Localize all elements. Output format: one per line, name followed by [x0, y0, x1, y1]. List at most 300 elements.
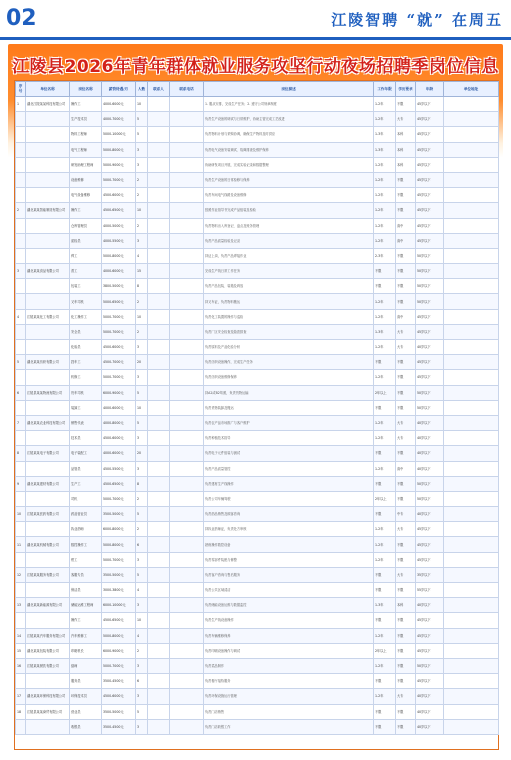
table-cell: 50岁以下: [416, 248, 444, 263]
table-cell: 技术员: [70, 431, 102, 446]
table-cell: 负责产品包装、装箱及码放: [204, 279, 374, 294]
table-cell: [26, 613, 70, 628]
table-cell: [170, 279, 204, 294]
table-cell: 1-2年: [374, 537, 396, 552]
table-cell: 55岁以下: [416, 583, 444, 598]
table-cell: [148, 112, 170, 127]
table-cell: 负责电子元件组装与测试: [204, 446, 374, 461]
table-cell: 1-2年: [374, 157, 396, 172]
column-header: 薪资待遇/月: [102, 82, 136, 97]
table-cell: [170, 476, 204, 491]
table-cell: 1-2年: [374, 689, 396, 704]
table-cell: 10: [136, 203, 148, 218]
table-row: [16, 552, 499, 567]
table-cell: 不限: [396, 613, 416, 628]
table-cell: 大专: [396, 340, 416, 355]
table-cell: [170, 415, 204, 430]
table-cell: 不限: [396, 476, 416, 491]
table-cell: 环保技术员: [70, 689, 102, 704]
table-cell: 湖北某某食品有限公司: [26, 264, 70, 279]
table-cell: [148, 218, 170, 233]
table-cell: 销售代表: [70, 415, 102, 430]
table-row: [16, 537, 499, 552]
table-cell: 负责药品销售及顾客咨询: [204, 507, 374, 522]
table-cell: 负责车辆维修保养: [204, 628, 374, 643]
table-cell: 1-2年: [374, 522, 396, 537]
table-cell: 持证上岗，负责产品焊接作业: [204, 248, 374, 263]
table-cell: 负责门店收银工作: [204, 719, 374, 734]
table-cell: 研发助理工程师: [70, 157, 102, 172]
table-cell: 负责公共区域清洁: [204, 583, 374, 598]
table-cell: [444, 324, 499, 339]
job-table-container: [14, 80, 499, 750]
column-header: 人数: [136, 82, 148, 97]
table-row: [16, 583, 499, 598]
table-cell: 不限: [396, 552, 416, 567]
table-cell: 45岁以下: [416, 203, 444, 218]
table-cell: 负责印刷设备操作与调试: [204, 643, 374, 658]
table-cell: 数控操作工: [70, 537, 102, 552]
table-cell: [148, 598, 170, 613]
table-cell: [170, 248, 204, 263]
table-cell: 湖北某某机械有限公司: [26, 537, 70, 552]
table-cell: 4: [136, 583, 148, 598]
column-header: 学历要求: [396, 82, 416, 97]
table-cell: 40岁以下: [416, 415, 444, 430]
table-cell: 3800-5000元: [102, 279, 136, 294]
table-cell: [16, 674, 26, 689]
table-cell: 5000-7000元: [102, 491, 136, 506]
table-cell: 5000-8000元: [102, 248, 136, 263]
table-cell: [148, 537, 170, 552]
table-cell: [148, 127, 170, 142]
table-cell: [26, 370, 70, 385]
table-cell: 2: [16, 203, 26, 218]
table-cell: [444, 340, 499, 355]
table-cell: [148, 248, 170, 263]
table-cell: 4500-6500元: [102, 613, 136, 628]
table-cell: 40岁以下: [416, 598, 444, 613]
table-cell: 湖北某某新能源有限公司: [26, 598, 70, 613]
table-cell: 1: [16, 97, 26, 112]
table-cell: 客服专员: [70, 567, 102, 582]
table-cell: 高中: [396, 309, 416, 324]
table-cell: 电气设备维修: [70, 188, 102, 203]
table-row: [16, 127, 499, 142]
table-cell: 45岁以下: [416, 172, 444, 187]
table-cell: 不限: [396, 370, 416, 385]
table-cell: 不限: [396, 537, 416, 552]
table-row: [16, 248, 499, 263]
table-cell: 18: [16, 704, 26, 719]
table-cell: 不限: [374, 719, 396, 734]
table-cell: [170, 674, 204, 689]
table-row: [16, 476, 499, 491]
table-cell: 50岁以下: [416, 491, 444, 506]
table-cell: [170, 172, 204, 187]
table-cell: 大专: [396, 689, 416, 704]
table-cell: [170, 340, 204, 355]
table-cell: 45岁以下: [416, 97, 444, 112]
table-row: [16, 400, 499, 415]
table-cell: 不限: [374, 476, 396, 491]
column-header: 单位名称: [26, 82, 70, 97]
table-cell: 45岁以下: [416, 324, 444, 339]
table-cell: 操作工: [70, 203, 102, 218]
table-cell: 负责农产品市场推广与客户维护: [204, 415, 374, 430]
table-cell: [444, 461, 499, 476]
table-cell: 协助研发项目开展，完成实验记录和数据整理: [204, 157, 374, 172]
page-footer: [0, 752, 511, 760]
table-cell: 印刷机长: [70, 643, 102, 658]
table-cell: 1-2年: [374, 294, 396, 309]
table-cell: 负责货物装卸及搬运: [204, 400, 374, 415]
table-cell: [444, 507, 499, 522]
table-cell: 14: [16, 628, 26, 643]
table-cell: [148, 446, 170, 461]
table-cell: [26, 583, 70, 598]
table-cell: 5000-7000元: [102, 552, 136, 567]
page-header: [0, 0, 511, 40]
table-cell: 不限: [374, 674, 396, 689]
table-row: [16, 431, 499, 446]
table-cell: 10: [136, 613, 148, 628]
table-cell: [16, 142, 26, 157]
table-cell: [148, 370, 170, 385]
table-cell: 45岁以下: [416, 674, 444, 689]
table-cell: [16, 112, 26, 127]
table-row: [16, 142, 499, 157]
table-cell: [170, 370, 204, 385]
table-cell: 45岁以下: [416, 309, 444, 324]
table-cell: 4500-6000元: [102, 689, 136, 704]
table-cell: [26, 719, 70, 734]
table-cell: 15: [136, 264, 148, 279]
column-header: 岗位描述: [204, 82, 374, 97]
table-cell: [16, 583, 26, 598]
table-cell: 叉车司机: [70, 294, 102, 309]
table-row: [16, 233, 499, 248]
table-body: [16, 97, 499, 735]
table-cell: [148, 552, 170, 567]
table-cell: [26, 157, 70, 172]
table-cell: [148, 97, 170, 112]
table-cell: 江陵某某化工有限公司: [26, 309, 70, 324]
table-cell: [26, 248, 70, 263]
table-cell: 大专: [396, 415, 416, 430]
table-cell: [444, 370, 499, 385]
table-row: [16, 385, 499, 400]
table-cell: 4000-5500元: [102, 233, 136, 248]
table-cell: [170, 446, 204, 461]
table-cell: 本科: [396, 127, 416, 142]
page-number: 02: [6, 6, 37, 31]
table-cell: 40岁以下: [416, 340, 444, 355]
table-cell: 4: [16, 309, 26, 324]
table-cell: [170, 522, 204, 537]
table-cell: [148, 658, 170, 673]
table-cell: 熟练操作数控设备: [204, 537, 374, 552]
table-cell: 5: [136, 567, 148, 582]
table-cell: 2: [136, 522, 148, 537]
table-cell: 5: [136, 112, 148, 127]
table-cell: 湖北某某包装有限公司: [26, 643, 70, 658]
table-cell: [170, 142, 204, 157]
table-cell: 3: [16, 264, 26, 279]
table-cell: [26, 233, 70, 248]
table-cell: 10: [16, 507, 26, 522]
table-row: [16, 522, 499, 537]
table-cell: 5000-10000元: [102, 127, 136, 142]
table-cell: 1-2年: [374, 218, 396, 233]
table-cell: [16, 188, 26, 203]
table-cell: 负责厂区安全检查及隐患排查: [204, 324, 374, 339]
table-row: [16, 324, 499, 339]
table-cell: [170, 127, 204, 142]
table-cell: [148, 491, 170, 506]
table-cell: [170, 719, 204, 734]
table-cell: [16, 248, 26, 263]
table-cell: 6: [136, 537, 148, 552]
table-cell: 40岁以下: [416, 461, 444, 476]
table-cell: 1-2年: [374, 461, 396, 476]
table-cell: [16, 324, 26, 339]
table-cell: 负责物料出入库登记、盘点及账务管理: [204, 218, 374, 233]
table-cell: 15: [16, 643, 26, 658]
table-cell: [444, 567, 499, 582]
table-cell: [170, 583, 204, 598]
table-cell: [26, 400, 70, 415]
table-cell: 本科: [396, 142, 416, 157]
table-cell: 5000-8000元: [102, 628, 136, 643]
table-cell: [148, 294, 170, 309]
table-cell: [170, 188, 204, 203]
table-cell: [170, 294, 204, 309]
table-cell: 3500-5000元: [102, 567, 136, 582]
table-cell: 17: [16, 689, 26, 704]
table-row: [16, 674, 499, 689]
table-row: [16, 598, 499, 613]
table-cell: [444, 218, 499, 233]
table-row: [16, 704, 499, 719]
table-cell: 湖北某某纺织有限公司: [26, 355, 70, 370]
table-cell: [170, 461, 204, 476]
table-cell: 负责产品质量管控: [204, 461, 374, 476]
table-cell: 4000-6000元: [102, 446, 136, 461]
table-cell: [148, 461, 170, 476]
table-cell: 40岁以下: [416, 719, 444, 734]
table-cell: 5000-7000元: [102, 370, 136, 385]
table-cell: 不限: [396, 188, 416, 203]
table-cell: 35岁以下: [416, 567, 444, 582]
table-cell: 不限: [396, 658, 416, 673]
table-row: [16, 294, 499, 309]
table-cell: [170, 203, 204, 218]
table-cell: [16, 233, 26, 248]
table-cell: [148, 400, 170, 415]
table-cell: 4500-6000元: [102, 340, 136, 355]
table-cell: 5000-7000元: [102, 309, 136, 324]
table-cell: 江陵县某某物流有限公司: [26, 385, 70, 400]
table-cell: 焊工: [70, 248, 102, 263]
table-cell: 负责生产设备的日常检修与保养: [204, 172, 374, 187]
table-cell: [148, 415, 170, 430]
table-row: [16, 279, 499, 294]
table-cell: 1-2年: [374, 370, 396, 385]
table-cell: 1-2年: [374, 309, 396, 324]
table-cell: [170, 112, 204, 127]
table-cell: 不限: [396, 248, 416, 263]
table-cell: [444, 431, 499, 446]
table-cell: 1-2年: [374, 658, 396, 673]
table-cell: [444, 674, 499, 689]
table-cell: 保洁员: [70, 583, 102, 598]
table-cell: 普工: [70, 264, 102, 279]
table-cell: 负责零部件装配与修整: [204, 552, 374, 567]
table-cell: 3: [136, 552, 148, 567]
table-row: [16, 613, 499, 628]
table-cell: [148, 583, 170, 598]
table-cell: 40岁以下: [416, 704, 444, 719]
table-cell: 3: [136, 719, 148, 734]
table-cell: 20: [136, 446, 148, 461]
table-cell: 12: [16, 567, 26, 582]
table-cell: [444, 415, 499, 430]
table-cell: [170, 628, 204, 643]
table-row: [16, 203, 499, 218]
table-cell: 6: [16, 385, 26, 400]
table-cell: 5000-8000元: [102, 142, 136, 157]
table-cell: [148, 507, 170, 522]
table-cell: 操作工: [70, 613, 102, 628]
table-cell: [148, 157, 170, 172]
table-cell: [444, 248, 499, 263]
table-row: [16, 719, 499, 734]
table-cell: 不限: [374, 613, 396, 628]
table-cell: 2: [136, 172, 148, 187]
table-row: [16, 643, 499, 658]
table-cell: [148, 628, 170, 643]
table-cell: 安全员: [70, 324, 102, 339]
table-cell: 本科: [396, 598, 416, 613]
table-cell: 10: [136, 309, 148, 324]
table-cell: 装卸工: [70, 400, 102, 415]
table-cell: 湖北某某智能制造有限公司: [26, 203, 70, 218]
table-cell: 不限: [396, 294, 416, 309]
table-cell: 不限: [396, 491, 416, 506]
table-cell: 50岁以下: [416, 385, 444, 400]
table-cell: 45岁以下: [416, 142, 444, 157]
table-cell: 负责产品质量检验及记录: [204, 233, 374, 248]
table-cell: [444, 97, 499, 112]
table-cell: 1-3年: [374, 127, 396, 142]
table-cell: 16: [16, 658, 26, 673]
table-cell: [170, 507, 204, 522]
table-cell: 持执业药师证，负责处方审核: [204, 522, 374, 537]
table-cell: [26, 461, 70, 476]
table-cell: [16, 491, 26, 506]
table-cell: 40岁以下: [416, 507, 444, 522]
table-cell: [444, 294, 499, 309]
table-cell: 5000-9000元: [102, 157, 136, 172]
table-cell: 5: [136, 385, 148, 400]
table-cell: 负责物料计划与采购协调，确保生产物料及时供应: [204, 127, 374, 142]
table-cell: [16, 127, 26, 142]
table-cell: 持A2或B2驾照，负责货物运输: [204, 385, 374, 400]
table-cell: [170, 537, 204, 552]
table-cell: 4500-7000元: [102, 355, 136, 370]
table-cell: [16, 431, 26, 446]
table-cell: [170, 218, 204, 233]
table-cell: 大专: [396, 522, 416, 537]
table-cell: [170, 567, 204, 582]
table-cell: 10: [136, 97, 148, 112]
job-poster: [8, 44, 503, 752]
column-header: 工作年限: [374, 82, 396, 97]
table-cell: [16, 522, 26, 537]
table-cell: 按照作业指导书完成产品组装及检验: [204, 203, 374, 218]
table-cell: 化验员: [70, 340, 102, 355]
table-row: [16, 689, 499, 704]
table-cell: [444, 476, 499, 491]
table-cell: 生产技术员: [70, 112, 102, 127]
table-cell: 1-2年: [374, 628, 396, 643]
table-cell: [444, 355, 499, 370]
table-cell: 2: [136, 294, 148, 309]
table-cell: 2: [136, 188, 148, 203]
table-cell: [170, 264, 204, 279]
table-cell: [170, 643, 204, 658]
table-cell: [148, 233, 170, 248]
table-cell: [148, 522, 170, 537]
table-cell: 40岁以下: [416, 446, 444, 461]
table-cell: [170, 658, 204, 673]
table-cell: 1-3年: [374, 324, 396, 339]
table-row: [16, 507, 499, 522]
table-cell: [444, 628, 499, 643]
table-cell: 13: [16, 598, 26, 613]
table-cell: 负责种植技术指导: [204, 431, 374, 446]
table-cell: 不限: [396, 674, 416, 689]
table-cell: 1-2年: [374, 431, 396, 446]
table-cell: 3500-4500元: [102, 674, 136, 689]
table-cell: 3500-5000元: [102, 507, 136, 522]
table-row: [16, 461, 499, 476]
table-cell: 负责原料及产品化验分析: [204, 340, 374, 355]
table-cell: 不限: [374, 567, 396, 582]
table-cell: 45岁以下: [416, 537, 444, 552]
table-cell: 湖北江陵某某科技有限公司: [26, 97, 70, 112]
table-cell: 4000-6000元: [102, 400, 136, 415]
table-cell: [148, 613, 170, 628]
table-cell: [16, 340, 26, 355]
table-cell: [148, 340, 170, 355]
table-cell: 4: [136, 248, 148, 263]
table-row: [16, 567, 499, 582]
table-row: [16, 97, 499, 112]
newspaper-headline: 江陵智聘 “就” 在周五: [331, 11, 503, 29]
table-cell: 不限: [396, 643, 416, 658]
table-cell: 不限: [374, 264, 396, 279]
table-cell: 45岁以下: [416, 613, 444, 628]
table-cell: 45岁以下: [416, 188, 444, 203]
table-cell: [16, 279, 26, 294]
table-cell: 7: [16, 415, 26, 430]
table-cell: 4500-6500元: [102, 476, 136, 491]
table-cell: 负责菜品制作: [204, 658, 374, 673]
table-cell: 不限: [396, 400, 416, 415]
table-cell: 5: [136, 704, 148, 719]
